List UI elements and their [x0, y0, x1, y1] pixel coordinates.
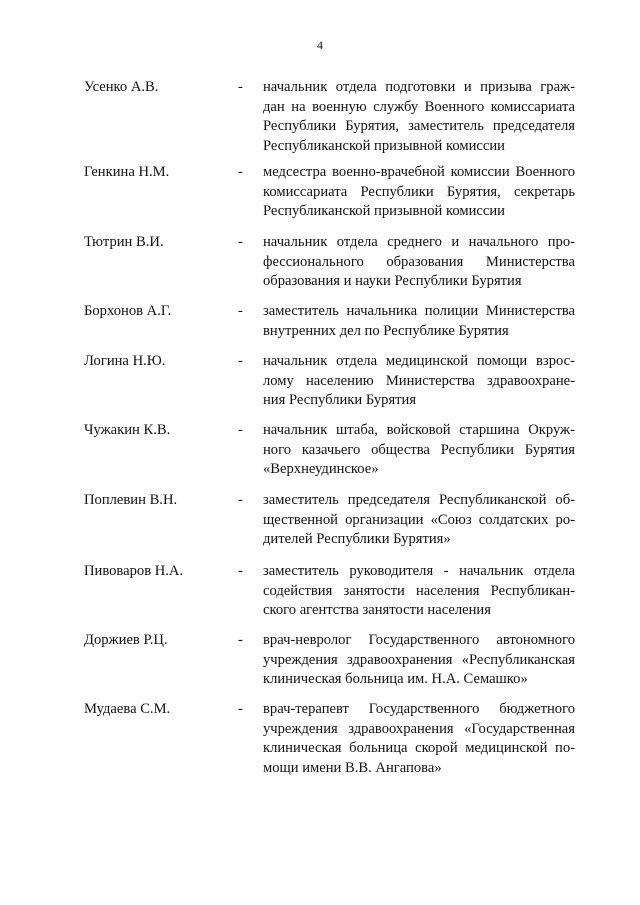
- member-position: [263, 700, 575, 778]
- member-name: Тютрин В.И.: [84, 234, 164, 250]
- member-position: [263, 302, 575, 341]
- position-line: врач-терапевт Государственного бюджетного: [263, 701, 575, 717]
- position-line: медсестра военно-врачебной комиссии Военного: [263, 164, 575, 180]
- member-dash: -: [238, 632, 243, 648]
- position-line: Республиканской призывной комиссии: [263, 137, 505, 154]
- member-position: [263, 352, 575, 411]
- member-dash: -: [238, 492, 243, 508]
- position-line: заместитель начальника полиции Министерства: [263, 303, 575, 319]
- member-dash: -: [238, 422, 243, 438]
- member-name: Мудаева С.М.: [84, 701, 171, 717]
- position-line: клиническая больница скорой медицинской по-: [263, 740, 575, 756]
- position-line: учреждения здравоохранения «Государственная: [263, 720, 575, 737]
- member-name: Генкина Н.М.: [84, 164, 170, 180]
- position-line: образования и науки Республики Бурятия: [263, 273, 522, 289]
- member-name: Доржиев Р.Ц.: [84, 632, 168, 648]
- position-line: заместитель председателя Республиканской об-: [263, 492, 575, 508]
- position-line: начальник отдела среднего и начального про-: [263, 234, 575, 250]
- position-line: ния Республики Бурятия: [263, 392, 417, 408]
- position-line: начальник отдела медицинской помощи взрос-: [263, 353, 575, 369]
- member-position: [263, 562, 575, 621]
- position-line: дителей Республики Бурятия»: [263, 531, 451, 547]
- position-line: щественной организации «Союз солдатских ро-: [263, 511, 575, 528]
- member-position: [263, 233, 575, 292]
- position-line: учреждения здравоохранения «Республиканская: [263, 651, 575, 668]
- position-line: ского агентства занятости населения: [263, 602, 491, 618]
- position-line: дан на военную службу Военного комиссариата: [263, 98, 575, 115]
- position-line: фессионального образования Министерства: [263, 253, 575, 270]
- position-line: начальник отдела подготовки и призыва граж-: [263, 79, 575, 95]
- position-line: внутренних дел по Республике Бурятия: [263, 322, 509, 339]
- member-position: [263, 421, 575, 480]
- member-dash: -: [238, 234, 243, 250]
- position-line: Республиканской призывной комиссии: [263, 203, 505, 219]
- member-dash: -: [238, 563, 243, 579]
- member-name: Чужакин К.В.: [84, 422, 171, 438]
- position-line: заместитель руководителя - начальник отдела: [263, 563, 575, 579]
- page-number: 4: [317, 38, 323, 52]
- position-line: начальник штаба, войсковой старшина Окруж-: [263, 422, 575, 438]
- member-dash: -: [238, 353, 243, 369]
- position-line: ного казачьего общества Республики Бурятия: [263, 441, 575, 458]
- position-line: «Верхнеудинское»: [263, 461, 379, 477]
- position-line: клиническая больница им. Н.А. Семашко»: [263, 671, 528, 687]
- position-line: Республики Бурятия, заместитель председателя: [263, 118, 575, 134]
- member-name: Усенко А.В.: [84, 79, 159, 95]
- member-dash: -: [238, 79, 243, 95]
- position-line: лому населению Министерства здравоохране-: [263, 372, 575, 389]
- member-position: [263, 163, 575, 222]
- member-position: [263, 78, 575, 156]
- member-name: Логина Н.Ю.: [84, 353, 166, 369]
- member-dash: -: [238, 164, 243, 180]
- member-name: Борхонов А.Г.: [84, 303, 172, 319]
- member-position: [263, 491, 575, 550]
- member-dash: -: [238, 303, 243, 319]
- member-position: [263, 631, 575, 690]
- position-line: врач-невролог Государственного автономного: [263, 632, 575, 648]
- position-line: содействия занятости населения Республикан-: [263, 582, 575, 599]
- member-dash: -: [238, 701, 243, 717]
- member-name: Поплевин В.Н.: [84, 492, 178, 508]
- position-line: комиссариата Республики Бурятия, секретарь: [263, 183, 575, 200]
- member-name: Пивоваров Н.А.: [84, 563, 184, 579]
- position-line: мощи имени В.В. Ангапова»: [263, 759, 442, 776]
